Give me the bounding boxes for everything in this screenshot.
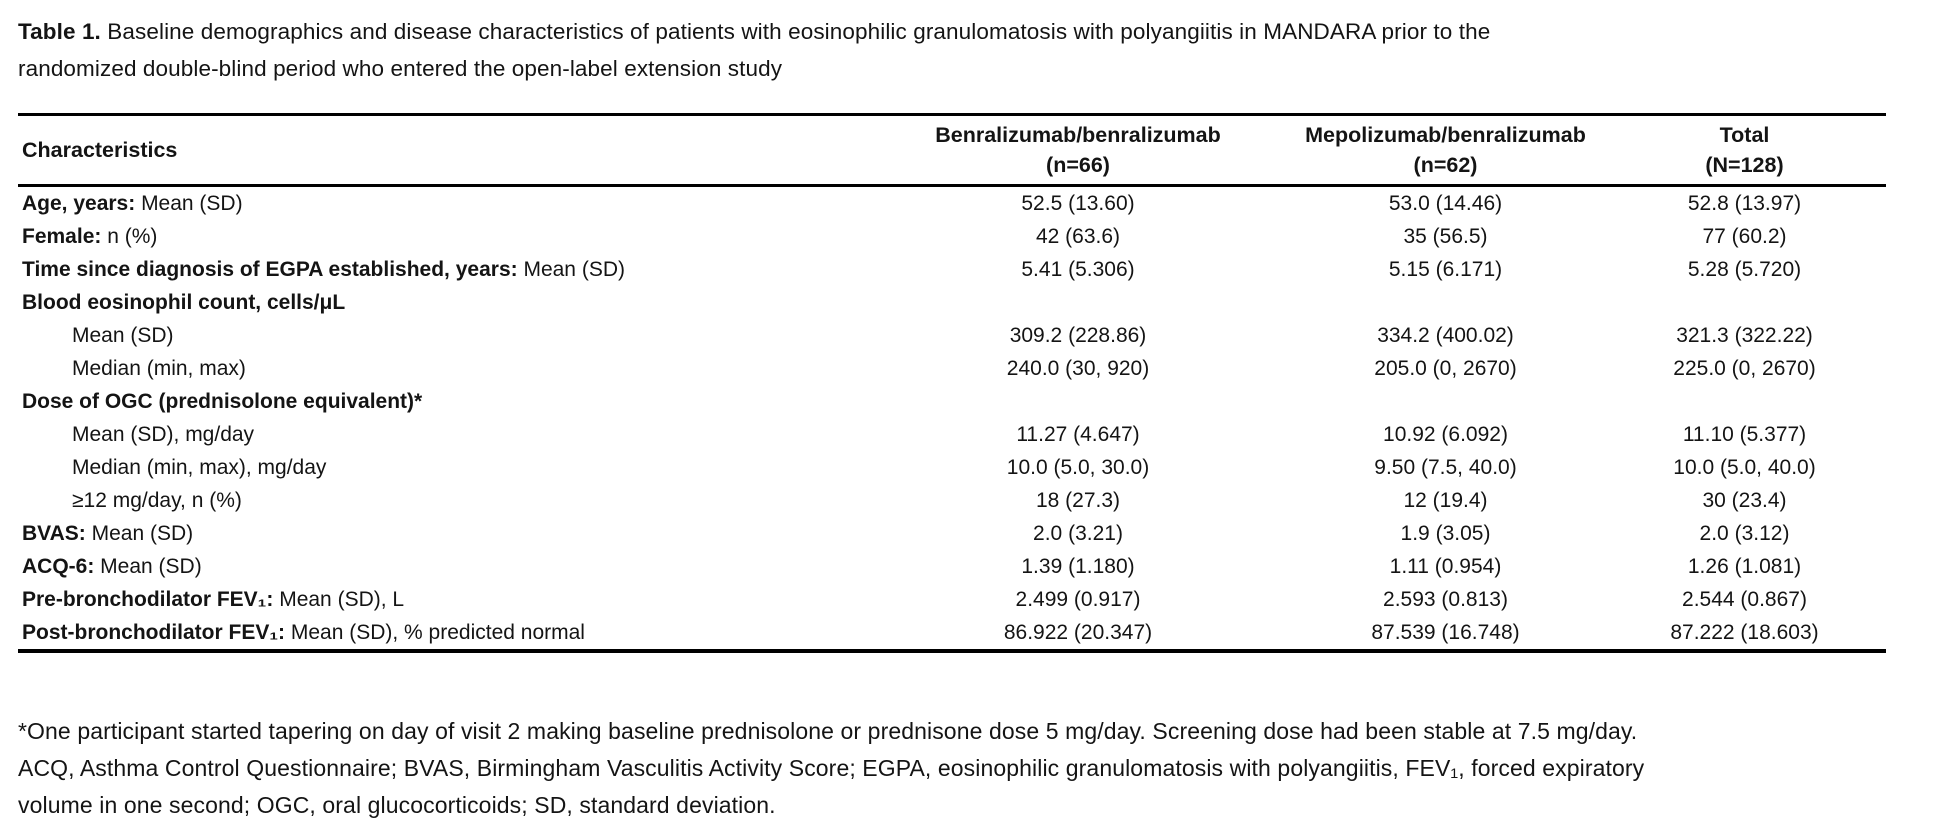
table-footnote <box>18 713 1932 824</box>
row-label <box>18 352 868 385</box>
row-value <box>1288 286 1603 319</box>
row-label-rest: Mean (SD), L <box>273 588 405 611</box>
row-value: 1.39 (1.180) <box>1021 555 1135 578</box>
row-value: 87.539 (16.748) <box>1371 621 1520 644</box>
footnote-line2: ACQ, Asthma Control Questionnaire; BVAS, Birmingham Vasculitis Activity Score; EGPA, eosinophilic granulomatosis with polyangiitis, FEV₁, forced expiratory <box>18 755 1645 781</box>
row-value: 10.92 (6.092) <box>1383 423 1508 446</box>
table-row <box>18 286 1886 319</box>
row-value: 53.0 (14.46) <box>1388 192 1503 215</box>
row-value: 5.15 (6.171) <box>1388 258 1503 281</box>
row-value: 2.0 (3.12) <box>1699 522 1790 545</box>
row-value: 11.27 (4.647) <box>1016 423 1140 446</box>
row-label <box>18 517 868 550</box>
row-value: 240.0 (30, 920) <box>1006 357 1150 380</box>
column-header-label: Mepolizumab/benralizumab <box>1305 123 1586 147</box>
row-label-bold: Time since diagnosis of EGPA established, years: <box>22 258 518 281</box>
row-value: 52.5 (13.60) <box>1021 192 1135 215</box>
row-label <box>18 319 868 352</box>
row-label-rest: Mean (SD) <box>85 522 194 545</box>
row-value: 87.222 (18.603) <box>1670 621 1819 644</box>
table-caption-line2: randomized double-blind period who entered the open-label extension study <box>18 56 783 81</box>
row-label <box>18 286 868 319</box>
table-caption-text1: Baseline demographics and disease characteristics of patients with eosinophilic granulomatosis with polyangiitis in MANDARA prior to the <box>107 19 1491 44</box>
table-row <box>18 220 1886 253</box>
footnote-line1: *One participant started tapering on day of visit 2 making baseline prednisolone or prednisone dose 5 mg/day. Screening dose had been stable at 7.5 mg/day. <box>18 718 1638 744</box>
row-label-rest: Mean (SD), % predicted normal <box>285 621 585 644</box>
row-value: 5.28 (5.720) <box>1687 258 1802 281</box>
row-label-bold: Post-bronchodilator FEV₁: <box>22 621 286 644</box>
row-label-rest: Median (min, max) <box>72 357 246 380</box>
row-value <box>1288 385 1603 418</box>
row-label-bold: Blood eosinophil count, cells/μL <box>22 291 346 314</box>
row-label-bold: BVAS: <box>22 522 86 545</box>
row-value: 77 (60.2) <box>1702 225 1787 248</box>
row-value: 2.544 (0.867) <box>1682 588 1807 611</box>
row-label <box>18 616 868 651</box>
table-caption <box>18 13 1932 87</box>
row-value: 10.0 (5.0, 40.0) <box>1673 456 1816 479</box>
table-row <box>18 352 1886 385</box>
table-row <box>18 484 1886 517</box>
column-header-benralizumab-benralizumab <box>868 115 1288 186</box>
row-label-bold: Pre-bronchodilator FEV₁: <box>22 588 274 611</box>
row-label-rest: ≥12 mg/day, n (%) <box>72 489 242 512</box>
column-header-mepolizumab-benralizumab <box>1288 115 1603 186</box>
row-value: 12 (19.4) <box>1403 489 1488 512</box>
row-label-rest: Mean (SD) <box>72 324 174 347</box>
row-value: 18 (27.3) <box>1035 489 1121 512</box>
row-value: 1.9 (3.05) <box>1400 522 1491 545</box>
column-header-total <box>1603 115 1886 186</box>
row-label <box>18 583 868 616</box>
row-value: 9.50 (7.5, 40.0) <box>1374 456 1517 479</box>
row-label-rest: Mean (SD) <box>94 555 202 578</box>
row-label <box>18 550 868 583</box>
row-value: 225.0 (0, 2670) <box>1673 357 1816 380</box>
row-value: 2.593 (0.813) <box>1383 588 1508 611</box>
row-value: 309.2 (228.86) <box>1009 324 1147 347</box>
row-label <box>18 253 868 286</box>
row-label-bold: Female: <box>22 225 102 248</box>
row-value: 30 (23.4) <box>1702 489 1787 512</box>
row-label <box>18 418 868 451</box>
row-label <box>18 385 868 418</box>
table-row <box>18 253 1886 286</box>
row-value: 2.499 (0.917) <box>1015 588 1141 611</box>
row-label-bold: ACQ-6: <box>22 555 95 578</box>
table-row <box>18 451 1886 484</box>
row-value: 205.0 (0, 2670) <box>1374 357 1517 380</box>
row-value: 86.922 (20.347) <box>1003 621 1153 644</box>
table-row <box>18 517 1886 550</box>
table-row <box>18 186 1886 221</box>
table-row <box>18 616 1886 651</box>
row-value: 35 (56.5) <box>1403 225 1488 248</box>
header-row <box>18 115 1886 186</box>
table-row <box>18 385 1886 418</box>
row-label-bold: Age, years: <box>22 192 136 215</box>
column-header-label: Total <box>1719 123 1770 147</box>
row-label-rest: Median (min, max), mg/day <box>72 456 327 479</box>
row-value <box>868 385 1288 418</box>
row-label <box>18 451 868 484</box>
row-label-rest: n (%) <box>101 225 158 248</box>
row-value <box>1603 286 1886 319</box>
baseline-characteristics-table <box>18 113 1886 653</box>
row-label-bold: Dose of OGC (prednisolone equivalent)* <box>22 390 423 413</box>
row-value: 5.41 (5.306) <box>1021 258 1135 281</box>
row-value: 42 (63.6) <box>1035 225 1121 248</box>
row-value: 2.0 (3.21) <box>1033 522 1123 545</box>
row-value: 1.26 (1.081) <box>1687 555 1802 578</box>
column-header-n: (n=66) <box>1046 153 1110 177</box>
table-row <box>18 319 1886 352</box>
row-label-rest: Mean (SD) <box>135 192 243 215</box>
row-value: 1.11 (0.954) <box>1389 555 1502 578</box>
row-value <box>1603 385 1886 418</box>
row-value: 10.0 (5.0, 30.0) <box>1006 456 1150 479</box>
table-row <box>18 418 1886 451</box>
column-header-characteristics: Characteristics <box>22 138 178 162</box>
row-label-rest: Mean (SD) <box>517 258 625 281</box>
column-header-n: (N=128) <box>1705 153 1784 177</box>
table-caption-line1 <box>18 13 1932 50</box>
footnote-line3: volume in one second; OGC, oral glucocorticoids; SD, standard deviation. <box>18 792 776 818</box>
table-row <box>18 550 1886 583</box>
row-value <box>868 286 1288 319</box>
row-value: 334.2 (400.02) <box>1377 324 1514 347</box>
column-header-label: Benralizumab/benralizumab <box>935 123 1221 147</box>
row-label-rest: Mean (SD), mg/day <box>72 423 255 446</box>
table-row <box>18 583 1886 616</box>
row-value: 321.3 (322.22) <box>1676 324 1813 347</box>
column-header-n: (n=62) <box>1413 153 1478 177</box>
row-value: 11.10 (5.377) <box>1682 423 1807 446</box>
row-label <box>18 484 868 517</box>
table-body <box>18 186 1886 652</box>
row-value: 52.8 (13.97) <box>1687 192 1802 215</box>
row-label <box>18 220 868 253</box>
table-number-label: Table 1. <box>18 19 101 44</box>
row-label <box>18 186 868 221</box>
